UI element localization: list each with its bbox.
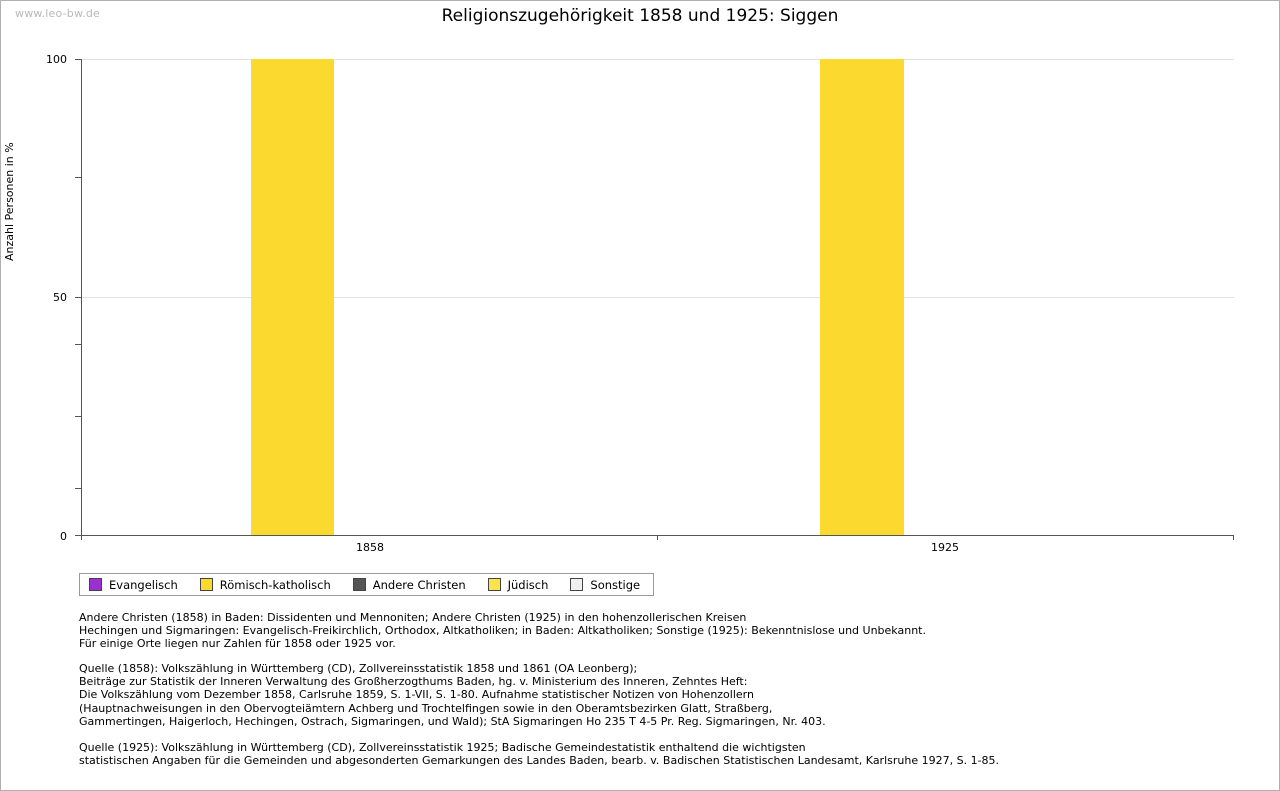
legend-item-evangelisch	[89, 578, 178, 592]
x-tick-label-1858: 1858	[356, 541, 384, 554]
y-axis-label: Anzahl Personen in %	[3, 142, 16, 261]
chart-legend	[79, 573, 654, 596]
y-tick-label-0: 0	[60, 530, 67, 543]
footnote-line: Quelle (1925): Volkszählung in Württemberg (CD), Zollvereinsstatistik 1925; Badische Gemeindestatistik enthaltend die wichtigsten	[79, 741, 806, 754]
bar-1925-roemisch-katholisch	[820, 59, 904, 536]
legend-label-juedisch: Jüdisch	[507, 577, 549, 592]
y-tick-label-50: 50	[53, 291, 67, 304]
legend-label-roemisch-katholisch: Römisch-katholisch	[219, 577, 331, 592]
legend-label-evangelisch: Evangelisch	[109, 577, 178, 592]
footnote-line: Quelle (1858): Volkszählung in Württemberg (CD), Zollvereinsstatistik 1858 und 1861 (OA Leonberg);	[79, 662, 638, 675]
legend-item-roemisch-katholisch	[200, 578, 331, 592]
footnote-definitions	[79, 611, 1229, 651]
y-tick-label-100: 100	[46, 53, 67, 66]
legend-item-sonstige	[570, 578, 640, 592]
footnote-line: Hechingen und Sigmaringen: Evangelisch-Freikirchlich, Orthodox, Altkatholiken; in Baden: Altkatholiken; Sonstige (1925): Bekenntnislose und Unbekannt.	[79, 624, 926, 638]
legend-item-juedisch	[488, 578, 549, 592]
legend-label-sonstige: Sonstige	[590, 577, 641, 592]
footnote-line: Gammertingen, Haigerloch, Hechingen, Ostrach, Sigmaringen, und Wald); StA Sigmaringen Ho 235 T 4-5 Pr. Reg. Sigmaringen, Nr. 403.	[79, 714, 826, 728]
plot-area	[81, 59, 1234, 536]
legend-item-andere-christen	[353, 578, 466, 592]
footnote-source-1925	[79, 741, 1229, 767]
x-tick-mark-left	[81, 535, 82, 540]
footnote-line: Beiträge zur Statistik der Inneren Verwaltung des Großherzogthums Baden, hg. v. Ministerium des Inneren, Zehntes Heft:	[79, 675, 748, 689]
footnote-line: Die Volkszählung vom Dezember 1858, Carlsruhe 1859, S. 1-VII, S. 1-80. Aufnahme statistischer Notizen von Hohenzollern	[79, 688, 754, 702]
legend-swatch-evangelisch	[89, 578, 102, 591]
x-tick-label-1925: 1925	[931, 541, 959, 554]
footnote-line: Für einige Orte liegen nur Zahlen für 1858 oder 1925 vor.	[79, 637, 396, 651]
x-tick-mark-right	[1233, 535, 1234, 540]
chart-title: Religionszugehörigkeit 1858 und 1925: Siggen	[441, 6, 839, 26]
footnote-line: statistischen Angaben für die Gemeinden und abgesonderten Gemarkungen des Landes Baden, bearb. v. Badischen Statistischen Landesamt, Karlsruhe 1927, S. 1-85.	[79, 754, 1000, 768]
legend-swatch-andere-christen	[353, 578, 366, 591]
footnote-line: Andere Christen (1858) in Baden: Dissidenten und Mennoniten; Andere Christen (1925) in den hohenzollerischen Kreisen	[79, 611, 747, 624]
bar-1858-roemisch-katholisch	[251, 59, 334, 536]
x-tick-mark-middle	[657, 535, 658, 540]
legend-label-andere-christen: Andere Christen	[372, 577, 466, 592]
legend-swatch-roemisch-katholisch	[200, 578, 213, 591]
legend-swatch-juedisch	[488, 578, 501, 591]
legend-swatch-sonstige	[570, 578, 583, 591]
site-watermark: www.leo-bw.de	[15, 7, 101, 20]
footnote-source-1858	[79, 662, 1229, 728]
footnote-line: (Hauptnachweisungen in den Obervogteiämtern Achberg und Trochtelfingen sowie in den Oberamtsbezirken Glatt, Straßberg,	[79, 701, 773, 715]
